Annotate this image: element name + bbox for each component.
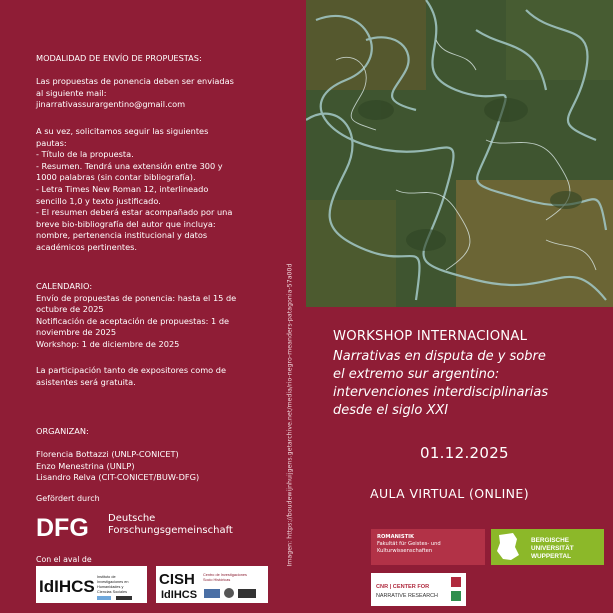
svg-text:WUPPERTAL: WUPPERTAL [531, 553, 571, 560]
section-participacion: La participación tanto de expositores como de asistentes será gratuita. [36, 365, 227, 387]
workshop-date: 01.12.2025 [420, 444, 509, 462]
image-credit: Imagen: https://boudewijnhuijgens.getarchive.net/media/rio-negro-meanders-patagonia-57a00d [286, 263, 294, 567]
section-modalidad: MODALIDAD DE ENVÍO DE PROPUESTAS: [36, 53, 202, 63]
info-column [0, 0, 282, 613]
romanistik-faculty: Fakultät für Geistes- und Kulturwissenschaften [377, 541, 441, 554]
svg-text:Centro de Investigaciones: Centro de Investigaciones [203, 573, 247, 577]
svg-text:CNR | CENTER FOR: CNR | CENTER FOR [376, 584, 430, 590]
svg-text:Ciencias Sociales: Ciencias Sociales [97, 590, 127, 594]
cover-photo-meandering-rivers [306, 0, 613, 307]
svg-text:CISH: CISH [159, 571, 195, 588]
svg-text:BERGISCHE: BERGISCHE [531, 537, 569, 544]
workshop-title: WORKSHOP INTERNACIONAL [333, 329, 528, 344]
romanistik-logo [371, 529, 485, 565]
svg-text:IdIHCS: IdIHCS [39, 577, 95, 596]
svg-text:UNIVERSITÄT: UNIVERSITÄT [531, 545, 574, 552]
dfg-wordmark: Deutsche Forschungsgemeinschaft [108, 513, 233, 536]
svg-text:Investigaciones en: Investigaciones en [97, 580, 129, 584]
romanistik-title: ROMANISTIK [377, 534, 415, 540]
section-envio: Las propuestas de ponencia deben ser enviadas al siguiente mail: jinarrativassurargentino@gmail.com [36, 76, 234, 110]
cish-idihcs-logo [156, 566, 268, 603]
section-calendario: CALENDARIO: Envío de propuestas de ponencia: hasta el 15 de octubre de 2025 Notificación de aceptación de propuestas: 1 de noviembre de 2025 Workshop: 1 de diciembre de 2025 [36, 281, 237, 349]
dfg-logo [36, 513, 256, 543]
idihcs-logo [36, 566, 147, 603]
svg-text:Instituto de: Instituto de [97, 575, 116, 579]
section-organizan: ORGANIZAN: Florencia Bottazzi (UNLP-CONICET) Enzo Menestrina (UNLP) Lisandro Relva (CIT-CONICET/BUW-DFG) [36, 426, 200, 483]
svg-text:NARRATIVE RESEARCH: NARRATIVE RESEARCH [376, 593, 438, 599]
section-requisitos: A su vez, solicitamos seguir las siguientes pautas: - Título de la propuesta. - Resumen. Tendrá una extensión entre 300 y 1000 palabras (sin contar bibliografía). - Letra Times New Roman 12, interlineado sencillo 1,0 y texto justificado. - El resumen deberá estar acompañado por una breve bio-bibliografía del autor que incluya: nombre, pertenencia institucional y datos académicos pertinentes. [36, 126, 233, 252]
svg-text:DFG: DFG [36, 514, 89, 541]
workshop-venue: AULA VIRTUAL (ONLINE) [370, 486, 530, 501]
svg-text:IdIHCS: IdIHCS [161, 589, 198, 601]
svg-text:Humanidades y: Humanidades y [97, 585, 124, 589]
center-for-narrative-research-logo [371, 573, 466, 606]
workshop-subtitle: Narrativas en disputa de y sobre el extremo sur argentino: intervenciones interdisciplinarias desde el siglo XXI [333, 349, 549, 418]
aval-label: Con el aval de [36, 555, 92, 564]
funding-label: Gefördert durch [36, 494, 100, 503]
svg-text:Socio Históricas: Socio Históricas [203, 578, 231, 582]
bergische-universitat-logo [491, 529, 604, 565]
